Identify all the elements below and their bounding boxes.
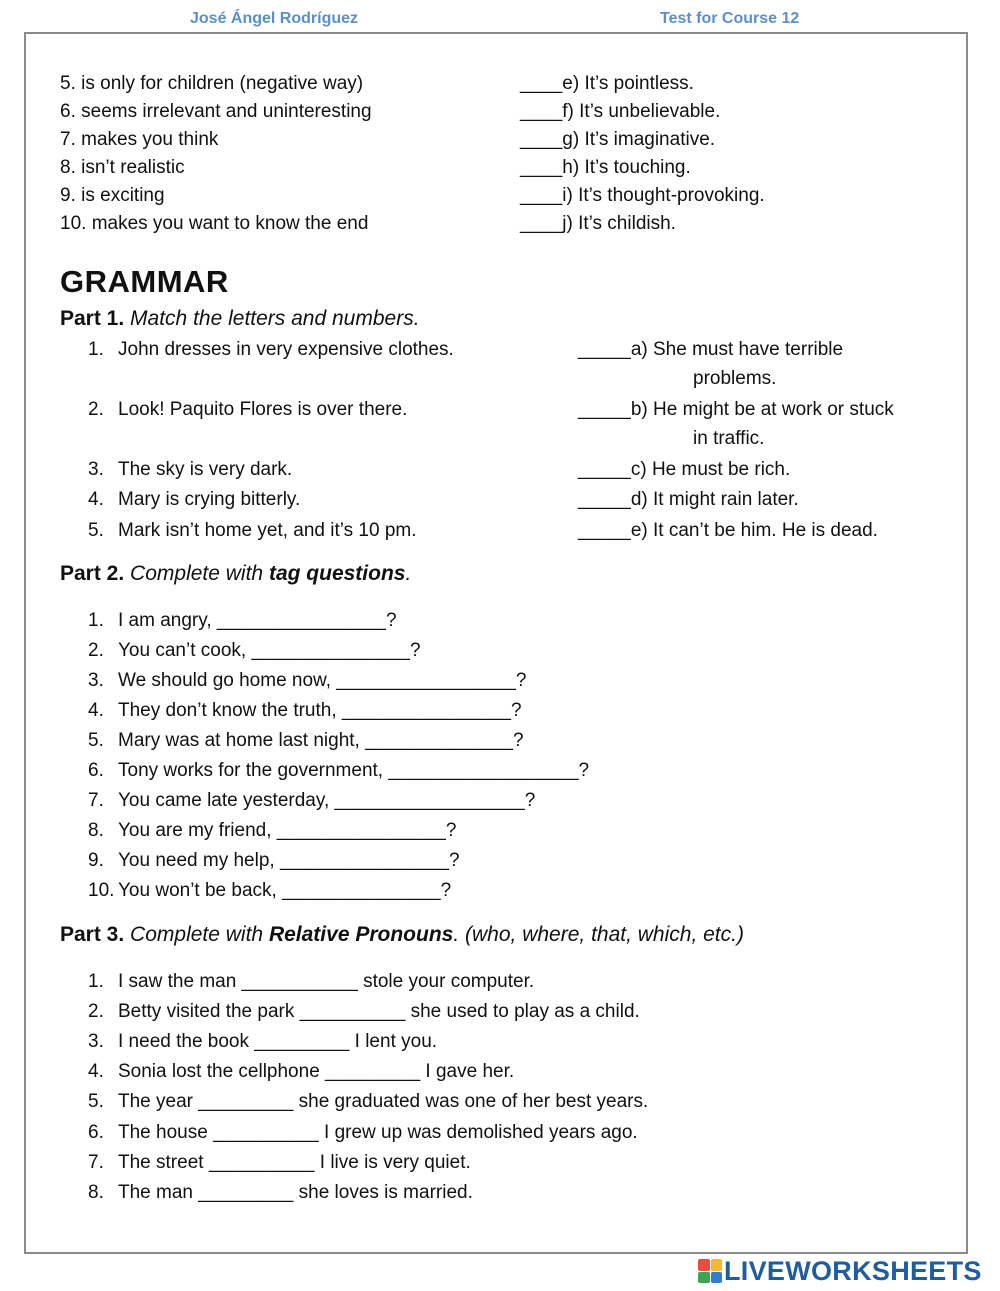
vocab-answer-item[interactable]: ____h) It’s touching.	[520, 157, 691, 178]
part3-instruction-bold: Relative Pronouns	[268, 923, 454, 946]
part2-number: 5.	[88, 730, 104, 751]
vocab-left-item: 7. makes you think	[60, 129, 219, 150]
part2-item[interactable]: We should go home now, _________________?	[118, 670, 527, 691]
part3-item[interactable]: Sonia lost the cellphone _________ I gave her.	[118, 1061, 515, 1082]
part2-item[interactable]: They don’t know the truth, ________________?	[118, 700, 522, 721]
part2-instruction-post: .	[405, 562, 412, 585]
part3-number: 1.	[88, 971, 104, 992]
part1-number: 2.	[88, 399, 104, 420]
part2-item[interactable]: You came late yesterday, __________________?	[118, 790, 536, 811]
liveworksheets-logo[interactable]	[698, 1256, 982, 1286]
part2-item[interactable]: You won’t be back, _______________?	[118, 880, 452, 901]
part3-item[interactable]: The man _________ she loves is married.	[118, 1182, 473, 1203]
part3-instruction-post: . (who, where, that, which, etc.)	[453, 923, 744, 946]
part1-title	[60, 306, 420, 332]
header-course: Test for Course 12	[660, 10, 800, 27]
part2-instruction-bold: tag questions	[268, 562, 406, 585]
part1-item: John dresses in very expensive clothes.	[118, 339, 454, 360]
part3-item[interactable]: Betty visited the park __________ she used to play as a child.	[118, 1001, 640, 1022]
liveworksheets-logo-icon	[698, 1259, 722, 1283]
vocab-left-item: 5. is only for children (negative way)	[60, 73, 364, 94]
vocab-answer-item[interactable]: ____e) It’s pointless.	[520, 73, 694, 94]
part1-number: 5.	[88, 520, 104, 541]
part1-answer[interactable]: _____a) She must have terrible	[578, 339, 844, 360]
part2-item[interactable]: You can’t cook, _______________?	[118, 640, 421, 661]
part1-answer[interactable]: _____b) He might be at work or stuck	[578, 399, 894, 420]
part2-number: 1.	[88, 610, 104, 631]
part3-instruction-pre: Complete with	[130, 923, 264, 946]
part2-item[interactable]: I am angry, ________________?	[118, 610, 397, 631]
part1-answer[interactable]: _____d) It might rain later.	[578, 489, 799, 510]
part3-number: 4.	[88, 1061, 104, 1082]
part3-number: 3.	[88, 1031, 104, 1052]
part3-number: 7.	[88, 1152, 104, 1173]
vocab-left-item: 10. makes you want to know the end	[60, 213, 369, 234]
part2-number: 7.	[88, 790, 104, 811]
part3-item[interactable]: The street __________ I live is very quiet.	[118, 1152, 471, 1173]
part3-number: 5.	[88, 1091, 104, 1112]
part1-item: Mark isn’t home yet, and it’s 10 pm.	[118, 520, 417, 541]
vocab-left-item: 9. is exciting	[60, 185, 165, 206]
part1-number: 3.	[88, 459, 104, 480]
part1-answer-cont: problems.	[693, 368, 777, 389]
part2-number: 3.	[88, 670, 104, 691]
part2-item[interactable]: Mary was at home last night, ______________?	[118, 730, 524, 751]
vocab-left-item: 6. seems irrelevant and uninteresting	[60, 101, 372, 122]
header-author: José Ángel Rodríguez	[190, 10, 359, 27]
part2-number: 8.	[88, 820, 104, 841]
vocab-answer-item[interactable]: ____g) It’s imaginative.	[520, 129, 716, 150]
part2-number: 9.	[88, 850, 104, 871]
part1-answer[interactable]: _____e) It can’t be him. He is dead.	[578, 520, 878, 541]
part2-item[interactable]: You need my help, ________________?	[118, 850, 460, 871]
part3-item[interactable]: The house __________ I grew up was demolished years ago.	[118, 1122, 638, 1143]
part3-number: 6.	[88, 1122, 104, 1143]
vocab-left-item: 8. isn’t realistic	[60, 157, 185, 178]
part3-item[interactable]: I need the book _________ I lent you.	[118, 1031, 438, 1052]
vocab-answer-item[interactable]: ____j) It’s childish.	[520, 213, 676, 234]
liveworksheets-logo-text: LIVEWORKSHEETS	[724, 1255, 982, 1286]
part3-number: 2.	[88, 1001, 104, 1022]
part3-title	[60, 922, 744, 948]
part2-number: 4.	[88, 700, 104, 721]
grammar-heading: GRAMMAR	[60, 264, 229, 299]
part2-instruction-pre: Complete with	[130, 562, 264, 585]
part1-item: Mary is crying bitterly.	[118, 489, 301, 510]
part1-number: 4.	[88, 489, 104, 510]
part3-label: Part 3.	[60, 923, 125, 946]
vocab-answer-item[interactable]: ____f) It’s unbelievable.	[520, 101, 721, 122]
part2-item[interactable]: Tony works for the government, __________________?	[118, 760, 590, 781]
vocab-answer-item[interactable]: ____i) It’s thought-provoking.	[520, 185, 765, 206]
part2-number: 10.	[88, 880, 115, 901]
part3-number: 8.	[88, 1182, 104, 1203]
part2-number: 2.	[88, 640, 104, 661]
part2-label: Part 2.	[60, 562, 125, 585]
part2-title	[60, 561, 411, 587]
part1-item: The sky is very dark.	[118, 459, 293, 480]
part2-number: 6.	[88, 760, 104, 781]
part1-number: 1.	[88, 339, 104, 360]
part1-answer[interactable]: _____c) He must be rich.	[578, 459, 791, 480]
part1-label: Part 1.	[60, 307, 125, 330]
part2-item[interactable]: You are my friend, ________________?	[118, 820, 457, 841]
part3-item[interactable]: The year _________ she graduated was one of her best years.	[118, 1091, 649, 1112]
part1-item: Look! Paquito Flores is over there.	[118, 399, 408, 420]
part3-item[interactable]: I saw the man ___________ stole your computer.	[118, 971, 535, 992]
part1-answer-cont: in traffic.	[693, 428, 765, 449]
part1-instruction: Match the letters and numbers.	[130, 307, 420, 330]
